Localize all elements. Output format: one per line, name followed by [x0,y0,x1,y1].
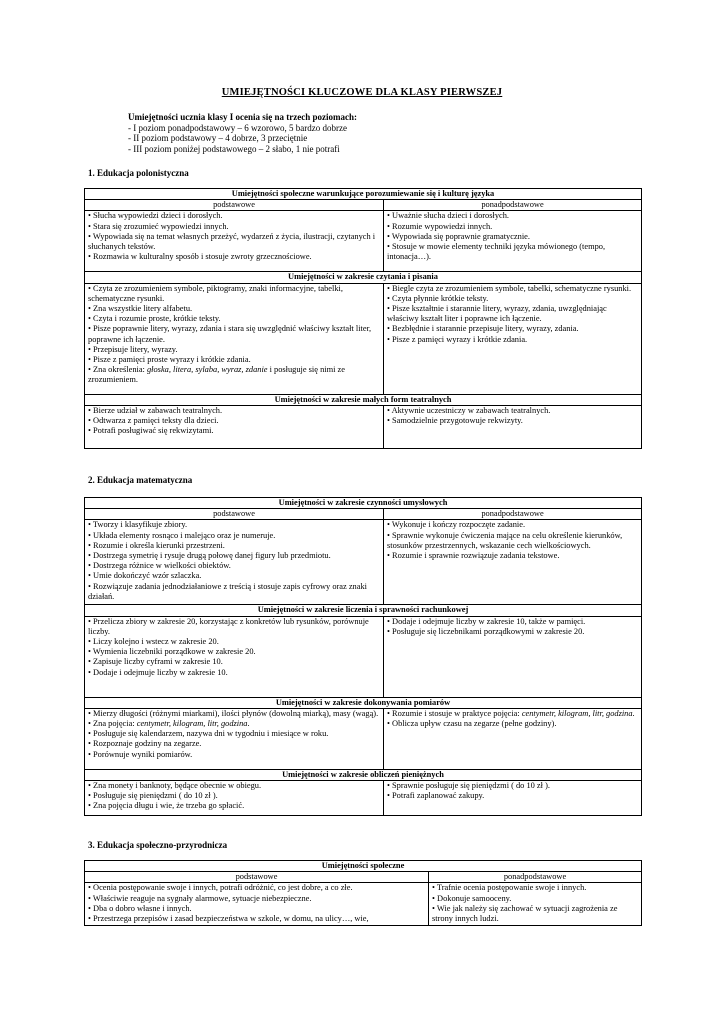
list-item: • Dostrzega symetrię i rysuje drugą połowę danej figury lub przedmiotu. [88,551,331,561]
section-title: 1. Edukacja polonistyczna [88,168,189,178]
list-item: • Czyta ze zrozumieniem symbole, piktogramy, znaki informacyjne, tabelki, schematyczne rysunki. [88,283,343,303]
list-item: • Przepisuje litery, wyrazy. [88,344,178,354]
list-item: • Odtwarza z pamięci teksty dla dzieci. [88,416,219,426]
list-item: • Posługuje się kalendarzem, nazywa dni w tygodniu i miesiące w roku. [88,729,329,739]
block-heading: Umiejętności w zakresie czynności umysłowych [85,498,642,509]
list-item: • Porównuje wyniki pomiarów. [88,749,193,759]
list-item: • Zna określenia: głoska, litera, sylaba, wyraz, zdanie i posługuje się nimi ze zrozumieniem. [88,365,345,385]
list-item: • Zapisuje liczby cyframi w zakresie 10. [88,657,223,667]
grading-intro [128,112,357,154]
advanced-cell [384,211,642,272]
basic-cell [85,520,384,605]
list-item: • Zna monety i banknoty, będące obecnie w obiegu. [88,781,262,791]
advanced-cell [384,405,642,448]
list-item: • Bierze udział w zabawach teatralnych. [88,405,223,415]
list-item: • Zna wszystkie litery alfabetu. [88,304,193,314]
skills-table [84,188,642,449]
basic-cell [85,883,429,926]
list-item: • Słucha wypowiedzi dzieci i dorosłych. [88,211,223,221]
advanced-cell [384,616,642,697]
basic-cell [85,283,384,394]
column-header-basic: podstawowe [85,872,429,883]
list-item: • Pisze z pamięci wyrazy i krótkie zdania. [387,334,528,344]
list-item: • Sprawnie wykonuje ćwiczenia mające na celu określenie kierunków, stosunków przestrzennych, wskazanie cech wielkościowych. [387,530,623,550]
section-title: 3. Edukacja społeczno-przyrodnicza [88,840,228,850]
list-item: • Zna pojęcia długu i wie, że trzeba go spłacić. [88,801,245,811]
list-item: • Liczy kolejno i wstecz w zakresie 20. [88,637,219,647]
list-item: • Posługuje się pieniędzmi ( do 10 zł ). [88,791,218,801]
intro-level: - II poziom podstawowy – 4 dobrze, 3 przeciętnie [128,133,308,144]
list-item: • Czyta i rozumie proste, krótkie teksty. [88,314,221,324]
list-item: • Dostrzega różnice w wielkości obiektów. [88,561,231,571]
list-item: • Zna pojęcia: centymetr, kilogram, litr, godzina. [88,719,250,729]
basic-cell [85,211,384,272]
list-item: • Wypowiada się na temat własnych przeżyć, wydarzeń z życia, ilustracji, czytanych i słuchanych tekstów. [88,231,376,252]
column-header-basic: podstawowe [85,200,384,211]
list-item: • Wykonuje i kończy rozpoczęte zadanie. [387,520,526,530]
list-item: • Rozpoznaje godziny na zegarze. [88,739,202,749]
list-item: • Przestrzega przepisów i zasad bezpieczeństwa w szkole, w domu, na ulicy…, wie, [88,914,369,924]
column-header-basic: podstawowe [85,509,384,520]
list-item: • Tworzy i klasyfikuje zbiory. [88,520,188,530]
list-item: • Rozwiązuje zadania jednodziałaniowe z treścią i stosuje zapis cyfrowy oraz znaki działań. [88,581,367,601]
column-header-advanced: ponadpodstawowe [384,200,642,211]
advanced-cell [384,708,642,769]
list-item: • Układa elementy rosnąco i malejąco oraz je numeruje. [88,530,276,540]
basic-cell [85,708,384,769]
list-item: • Rozumie i stosuje w praktyce pojęcia: centymetr, kilogram, litr, godzina. [387,708,635,718]
advanced-cell [384,781,642,816]
block-heading: Umiejętności społeczne [85,861,642,872]
list-item: • Czyta płynnie krótkie teksty. [387,293,489,303]
intro-level: - I poziom ponadpodstawowy – 6 wzorowo, 5 bardzo dobrze [128,122,347,133]
list-item: • Samodzielnie przygotowuje rekwizyty. [387,416,523,426]
list-item: • Stosuje w mowie elementy techniki języka mówionego (tempo, intonacja…). [387,242,606,262]
column-header-advanced: ponadpodstawowe [429,872,642,883]
column-header-advanced: ponadpodstawowe [384,509,642,520]
advanced-cell [384,520,642,605]
skills-table [84,860,642,926]
list-item: • Rozumie i określa kierunki przestrzeni. [88,540,225,550]
list-item: • Bezbłędnie i starannie przepisuje litery, wyrazy, zdania. [387,324,579,334]
list-item: • Stara się zrozumieć wypowiedzi innych. [88,221,229,231]
list-item: • Sprawnie posługuje się pieniędzmi ( do 10 zł ). [387,781,550,791]
list-item: • Dokonuje samooceny. [432,893,512,903]
list-item: • Oblicza upływ czasu na zegarze (pełne godziny). [387,719,557,729]
block-heading: Umiejętności w zakresie małych form teatralnych [85,394,642,405]
basic-cell [85,781,384,816]
list-item: • Biegle czyta ze zrozumieniem symbole, tabelki, schematyczne rysunki. [387,283,632,293]
list-item: • Potrafi zaplanować zakupy. [387,791,485,801]
list-item: • Trafnie ocenia postępowanie swoje i innych. [432,883,587,893]
list-item: • Wymienia liczebniki porządkowe w zakresie 20. [88,647,256,657]
list-item: • Mierzy długości (różnymi miarkami), ilości płynów (dowolną miarką), masy (wagą). [88,708,379,718]
list-item: • Rozumie wypowiedzi innych. [387,221,493,231]
list-item: • Pisze z pamięci proste wyrazy i krótkie zdania. [88,355,251,365]
block-heading: Umiejętności w zakresie czytania i pisania [85,272,642,283]
list-item: • Aktywnie uczestniczy w zabawach teatralnych. [387,405,551,415]
list-item: • Właściwie reaguje na sygnały alarmowe, sytuacje niebezpieczne. [88,893,312,903]
list-item: • Rozumie i sprawnie rozwiązuje zadania tekstowe. [387,551,560,561]
list-item: • Ocenia postępowanie swoje i innych, potrafi odróżnić, co jest dobre, a co złe. [88,883,353,893]
list-item: • Posługuje się liczebnikami porządkowymi w zakresie 20. [387,626,585,636]
list-item: • Przelicza zbiory w zakresie 20, korzystając z konkretów lub rysunków, porównuje liczby. [88,616,369,636]
list-item: • Wypowiada się poprawnie gramatycznie. [387,231,530,241]
intro-heading: Umiejętności ucznia klasy I ocenia się na trzech poziomach: [128,112,357,122]
list-item: • Dba o dobro własne i innych. [88,903,192,913]
block-heading: Umiejętności w zakresie dokonywania pomiarów [85,697,642,708]
advanced-cell [429,883,642,926]
block-heading: Umiejętności społeczne warunkujące porozumiewanie się i kulturę języka [85,189,642,200]
list-item: • Dodaje i odejmuje liczby w zakresie 10, także w pamięci. [387,616,586,626]
page-title: UMIEJĘTNOŚCI KLUCZOWE DLA KLASY PIERWSZEJ [221,87,503,98]
skills-table [84,497,642,816]
section-title: 2. Edukacja matematyczna [88,475,193,485]
list-item: • Umie dokończyć wzór szlaczka. [88,571,202,581]
block-heading: Umiejętności w zakresie liczenia i sprawności rachunkowej [85,605,642,616]
block-heading: Umiejętności w zakresie obliczeń pieniężnych [85,769,642,780]
basic-cell [85,616,384,697]
list-item: • Pisze poprawnie litery, wyrazy, zdania i stara się uwzględnić właściwy kształt liter, poprawne ich łączenie. [88,324,372,344]
list-item: • Dodaje i odejmuje liczby w zakresie 10. [88,667,228,677]
list-item: • Rozmawia w kulturalny sposób i stosuje zwroty grzecznościowe. [88,252,312,262]
advanced-cell [384,283,642,394]
list-item: • Uważnie słucha dzieci i dorosłych. [387,211,510,221]
intro-level: - III poziom poniżej podstawowego – 2 słabo, 1 nie potrafi [128,143,340,154]
list-item: • Pisze kształtnie i starannie litery, wyrazy, zdania, uwzględniając właściwy kształt liter i poprawne ich łączenie. [387,304,607,324]
list-item: • Potrafi posługiwać się rekwizytami. [88,426,214,436]
basic-cell [85,405,384,448]
list-item: • Wie jak należy się zachować w sytuacji zagrożenia ze strony innych ludzi. [432,903,618,924]
